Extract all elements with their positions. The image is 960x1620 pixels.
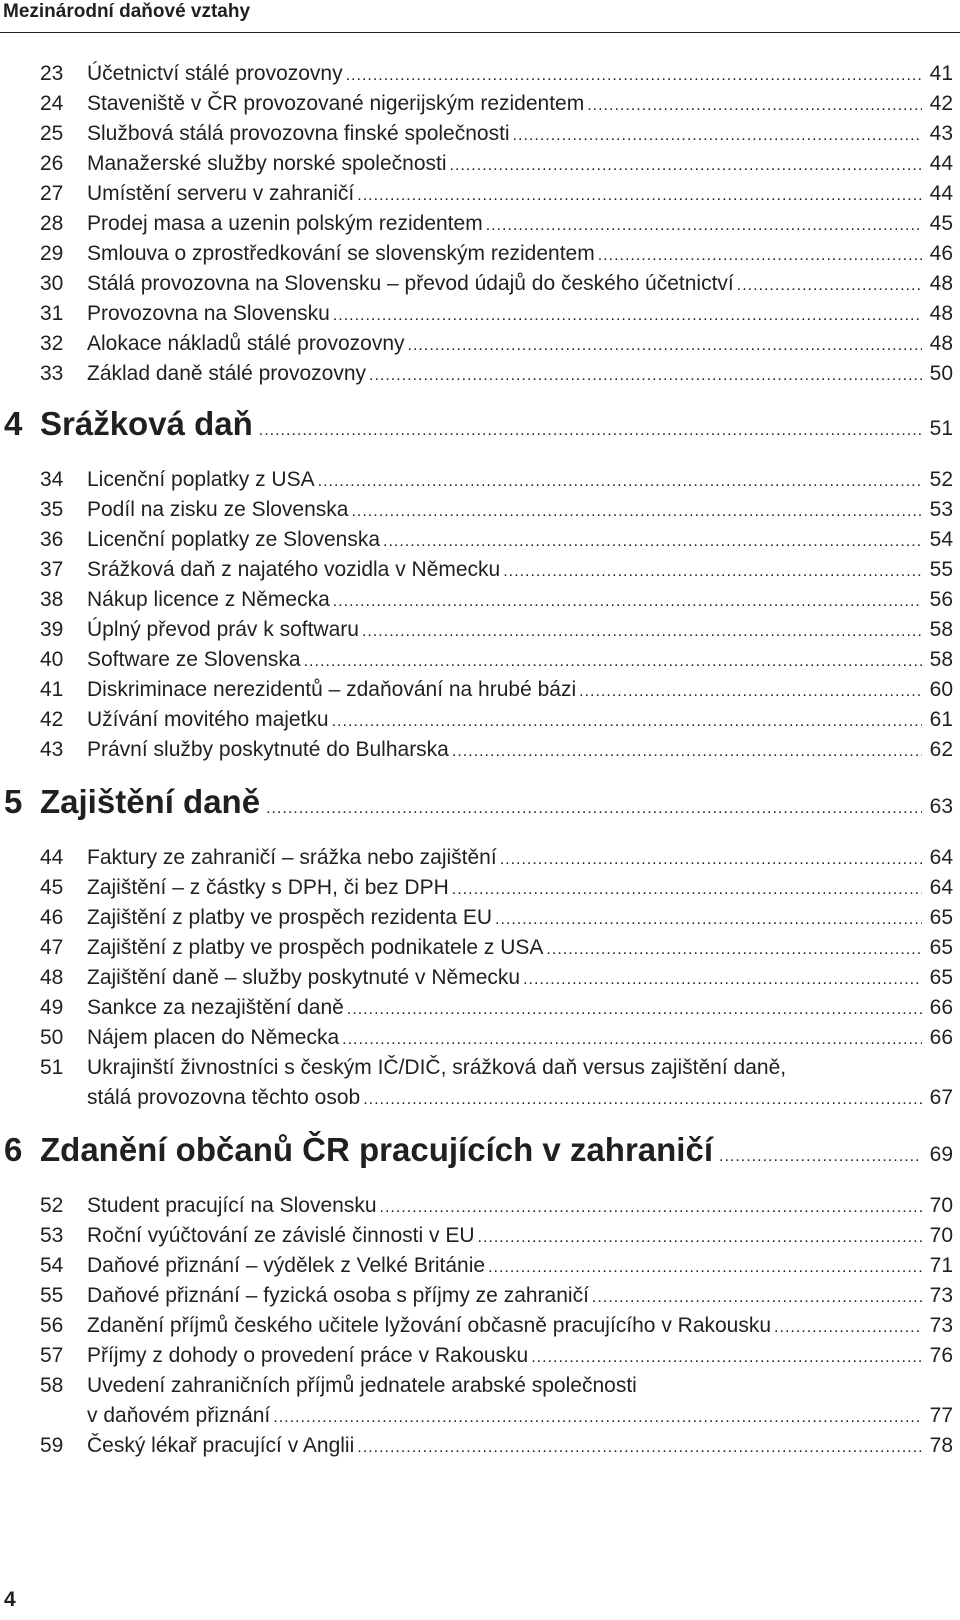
- chapter-number: 4: [4, 405, 23, 442]
- entry-number: 56: [40, 1314, 64, 1337]
- toc-entry: [0, 993, 960, 1023]
- entry-title: Software ze Slovenska: [87, 648, 301, 671]
- entry-title: Nákup licence z Německa: [87, 588, 330, 611]
- entry-number: 39: [40, 618, 64, 641]
- dot-leader: [259, 402, 922, 460]
- dot-leader: [332, 707, 922, 737]
- chapter-title: Zdanění občanů ČR pracujících v zahraničí: [40, 1131, 713, 1168]
- entry-number: 42: [40, 708, 64, 731]
- dot-leader: [357, 181, 922, 211]
- dot-leader: [546, 935, 922, 965]
- toc-entry-51-cont: [0, 1083, 960, 1113]
- entry-number: 46: [40, 906, 64, 929]
- entry-page: 54: [929, 528, 953, 551]
- entry-number: 50: [40, 1026, 64, 1049]
- toc-entry: [0, 1341, 960, 1371]
- entry-page: 66: [929, 1026, 953, 1049]
- entry-number: 58: [40, 1374, 64, 1397]
- toc-entry: [0, 873, 960, 903]
- entry-page: 64: [929, 876, 953, 899]
- toc-entry: [0, 1281, 960, 1311]
- entry-page: 67: [929, 1086, 953, 1109]
- toc-entry: [0, 675, 960, 705]
- entry-title: Zdanění příjmů českého učitele lyžování občasně pracujícího v Rakousku: [87, 1314, 772, 1337]
- toc-entry-51: [0, 1053, 960, 1083]
- toc-entry: [0, 89, 960, 119]
- entry-number: 31: [40, 302, 64, 325]
- chapter-heading-4: [0, 395, 960, 453]
- toc-entry: [0, 359, 960, 389]
- toc-entry: [0, 495, 960, 525]
- entry-page: 45: [929, 212, 953, 235]
- toc-entry: [0, 555, 960, 585]
- dot-leader: [273, 1403, 922, 1433]
- entry-page: 44: [929, 152, 953, 175]
- dot-leader: [452, 875, 922, 905]
- entry-page: 60: [929, 678, 953, 701]
- entry-title: Základ daně stálé provozovny: [87, 362, 366, 385]
- entry-page: 48: [929, 272, 953, 295]
- entry-page: 62: [929, 738, 953, 761]
- entry-number: 49: [40, 996, 64, 1019]
- entry-title: Zajištění daně – služby poskytnuté v Německu: [87, 966, 521, 989]
- entry-title: Právní služby poskytnuté do Bulharska: [87, 738, 449, 761]
- dot-leader: [737, 271, 922, 301]
- entry-number: 33: [40, 362, 64, 385]
- entry-page: 65: [929, 966, 953, 989]
- entry-page: 65: [929, 906, 953, 929]
- entry-title-line2: v daňovém přiznání: [87, 1404, 271, 1427]
- toc-entry: [0, 933, 960, 963]
- dot-leader: [486, 211, 922, 241]
- chapter-number: 5: [4, 783, 23, 820]
- entry-title: Zajištění z platby ve prospěch rezidenta EU: [87, 906, 493, 929]
- entry-number: 52: [40, 1194, 64, 1217]
- entry-number: 26: [40, 152, 64, 175]
- dot-leader: [351, 497, 922, 527]
- dot-leader: [380, 1193, 922, 1223]
- toc-entry: [0, 525, 960, 555]
- dot-leader: [452, 737, 922, 767]
- dot-leader: [478, 1223, 923, 1253]
- entry-title: Faktury ze zahraničí – srážka nebo zajištění: [87, 846, 497, 869]
- entry-number: 23: [40, 62, 64, 85]
- toc-entry: [0, 269, 960, 299]
- chapter-page: 63: [929, 795, 953, 818]
- entry-title: Český lékař pracující v Anglii: [87, 1434, 355, 1457]
- dot-leader: [495, 905, 922, 935]
- dot-leader: [488, 1253, 922, 1283]
- entry-page: 71: [929, 1254, 953, 1277]
- entry-number: 41: [40, 678, 64, 701]
- chapter-page: 69: [929, 1143, 953, 1166]
- dot-leader: [592, 1283, 922, 1313]
- entry-number: 53: [40, 1224, 64, 1247]
- chapter-title: Srážková daň: [40, 405, 253, 442]
- entry-title: Umístění serveru v zahraničí: [87, 182, 355, 205]
- dot-leader: [513, 121, 922, 151]
- entry-page: 43: [929, 122, 953, 145]
- entry-number: 38: [40, 588, 64, 611]
- chapter-page: 51: [929, 417, 953, 440]
- entry-number: 25: [40, 122, 64, 145]
- entry-page: 77: [929, 1404, 953, 1427]
- entry-page: 64: [929, 846, 953, 869]
- toc-entry: [0, 329, 960, 359]
- entry-number: 30: [40, 272, 64, 295]
- toc-entry: [0, 299, 960, 329]
- entry-title: Student pracující na Slovensku: [87, 1194, 377, 1217]
- entry-title: Licenční poplatky ze Slovenska: [87, 528, 381, 551]
- entry-number: 29: [40, 242, 64, 265]
- entry-title: Smlouva o zprostředkování se slovenským rezidentem: [87, 242, 595, 265]
- dot-leader: [333, 587, 922, 617]
- dot-leader: [304, 647, 922, 677]
- chapter-number: 6: [4, 1131, 23, 1168]
- entry-title-line1: Uvedení zahraničních příjmů jednatele arabské společnosti: [87, 1374, 637, 1397]
- entry-title: Licenční poplatky z USA: [87, 468, 315, 491]
- dot-leader: [266, 780, 922, 838]
- toc-entry: [0, 585, 960, 615]
- entry-number: 34: [40, 468, 64, 491]
- dot-leader: [383, 527, 922, 557]
- entry-page: 41: [929, 62, 953, 85]
- dot-leader: [342, 1025, 922, 1055]
- toc-entry-59: [0, 1431, 960, 1461]
- entry-page: 50: [929, 362, 953, 385]
- entry-number: 59: [40, 1434, 64, 1457]
- entry-title: Staveniště v ČR provozované nigerijským rezidentem: [87, 92, 585, 115]
- dot-leader: [362, 617, 922, 647]
- entry-title: Nájem placen do Německa: [87, 1026, 340, 1049]
- entry-title: Úplný převod práv k softwaru: [87, 618, 359, 641]
- dot-leader: [346, 61, 922, 91]
- toc-entry-58-cont: [0, 1401, 960, 1431]
- entry-page: 70: [929, 1194, 953, 1217]
- entry-page: 58: [929, 648, 953, 671]
- entry-title-line1: Ukrajinští živnostníci s českým IČ/DIČ, srážková daň versus zajištění daně,: [87, 1056, 787, 1079]
- toc-entry: [0, 59, 960, 89]
- dot-leader: [523, 965, 922, 995]
- entry-title: Službová stálá provozovna finské společnosti: [87, 122, 510, 145]
- entry-number: 54: [40, 1254, 64, 1277]
- dot-leader: [347, 995, 922, 1025]
- entry-number: 28: [40, 212, 64, 235]
- dot-leader: [503, 557, 922, 587]
- toc-entry: [0, 1023, 960, 1053]
- entry-number: 27: [40, 182, 64, 205]
- toc-group-b: [0, 465, 960, 765]
- dot-leader: [363, 1085, 922, 1115]
- entry-number: 47: [40, 936, 64, 959]
- entry-page: 58: [929, 618, 953, 641]
- entry-page: 48: [929, 332, 953, 355]
- entry-title: Daňové přiznání – fyzická osoba s příjmy ze zahraničí: [87, 1284, 589, 1307]
- entry-title: Účetnictví stálé provozovny: [87, 62, 343, 85]
- entry-title: Provozovna na Slovensku: [87, 302, 330, 325]
- toc-group-d: [0, 1191, 960, 1371]
- header-rule: [0, 32, 960, 33]
- toc-group-c: [0, 843, 960, 1053]
- entry-page: 56: [929, 588, 953, 611]
- dot-leader: [774, 1313, 922, 1343]
- entry-number: 24: [40, 92, 64, 115]
- entry-title: Sankce za nezajištění daně: [87, 996, 344, 1019]
- entry-page: 52: [929, 468, 953, 491]
- dot-leader: [450, 151, 922, 181]
- toc-entry: [0, 1251, 960, 1281]
- toc-entry: [0, 239, 960, 269]
- toc-entry: [0, 179, 960, 209]
- entry-page: 61: [929, 708, 953, 731]
- entry-title: Alokace nákladů stálé provozovny: [87, 332, 405, 355]
- entry-page: 53: [929, 498, 953, 521]
- dot-leader: [333, 301, 922, 331]
- entry-number: 45: [40, 876, 64, 899]
- dot-leader: [587, 91, 922, 121]
- dot-leader: [719, 1128, 922, 1186]
- toc-entry: [0, 615, 960, 645]
- toc-entry: [0, 705, 960, 735]
- entry-page: 73: [929, 1314, 953, 1337]
- entry-number: 51: [40, 1056, 64, 1079]
- entry-page: 70: [929, 1224, 953, 1247]
- toc-group-a: [0, 59, 960, 389]
- entry-title: Diskriminace nerezidentů – zdaňování na hrubé bázi: [87, 678, 577, 701]
- entry-page: 55: [929, 558, 953, 581]
- toc-entry: [0, 149, 960, 179]
- entry-page: 66: [929, 996, 953, 1019]
- dot-leader: [318, 467, 922, 497]
- entry-title: Manažerské služby norské společnosti: [87, 152, 447, 175]
- entry-title: Prodej masa a uzenin polským rezidentem: [87, 212, 483, 235]
- toc-entry: [0, 1191, 960, 1221]
- entry-title: Užívání movitého majetku: [87, 708, 329, 731]
- dot-leader: [408, 331, 922, 361]
- entry-title: Podíl na zisku ze Slovenska: [87, 498, 349, 521]
- entry-number: 40: [40, 648, 64, 671]
- toc-entry: [0, 843, 960, 873]
- entry-title: Roční vyúčtování ze závislé činnosti v EU: [87, 1224, 475, 1247]
- entry-page: 42: [929, 92, 953, 115]
- entry-title: Srážková daň z najatého vozidla v Německu: [87, 558, 501, 581]
- dot-leader: [531, 1343, 922, 1373]
- toc-entry: [0, 735, 960, 765]
- entry-page: 65: [929, 936, 953, 959]
- toc-entry: [0, 1221, 960, 1251]
- toc-entry: [0, 209, 960, 239]
- entry-page: 44: [929, 182, 953, 205]
- toc-entry: [0, 645, 960, 675]
- toc-entry-58: [0, 1371, 960, 1401]
- dot-leader: [369, 361, 922, 391]
- entry-number: 36: [40, 528, 64, 551]
- entry-page: 73: [929, 1284, 953, 1307]
- entry-number: 44: [40, 846, 64, 869]
- chapter-heading-5: [0, 773, 960, 831]
- entry-number: 43: [40, 738, 64, 761]
- entry-title: Zajištění z platby ve prospěch podnikatele z USA: [87, 936, 544, 959]
- entry-title-line2: stálá provozovna těchto osob: [87, 1086, 361, 1109]
- entry-number: 35: [40, 498, 64, 521]
- dot-leader: [579, 677, 922, 707]
- running-header: Mezinárodní daňové vztahy: [3, 1, 251, 22]
- entry-number: 48: [40, 966, 64, 989]
- dot-leader: [500, 845, 922, 875]
- toc-entry: [0, 465, 960, 495]
- dot-leader: [357, 1433, 922, 1463]
- entry-title: Stálá provozovna na Slovensku – převod údajů do českého účetnictví: [87, 272, 734, 295]
- toc-entry: [0, 119, 960, 149]
- toc-entry: [0, 963, 960, 993]
- entry-title: Zajištění – z částky s DPH, či bez DPH: [87, 876, 449, 899]
- entry-title: Příjmy z dohody o provedení práce v Rakousku: [87, 1344, 529, 1367]
- entry-title: Daňové přiznání – výdělek z Velké Británie: [87, 1254, 486, 1277]
- dot-leader: [598, 241, 922, 271]
- toc-entry: [0, 903, 960, 933]
- entry-number: 57: [40, 1344, 64, 1367]
- page-number: 4: [4, 1588, 16, 1611]
- toc-entry: [0, 1311, 960, 1341]
- entry-page: 48: [929, 302, 953, 325]
- table-of-contents: [0, 59, 960, 1461]
- entry-number: 55: [40, 1284, 64, 1307]
- entry-page: 46: [929, 242, 953, 265]
- entry-page: 76: [929, 1344, 953, 1367]
- chapter-heading-6: [0, 1121, 960, 1179]
- entry-page: 78: [929, 1434, 953, 1457]
- entry-number: 37: [40, 558, 64, 581]
- entry-number: 32: [40, 332, 64, 355]
- chapter-title: Zajištění daně: [40, 783, 261, 820]
